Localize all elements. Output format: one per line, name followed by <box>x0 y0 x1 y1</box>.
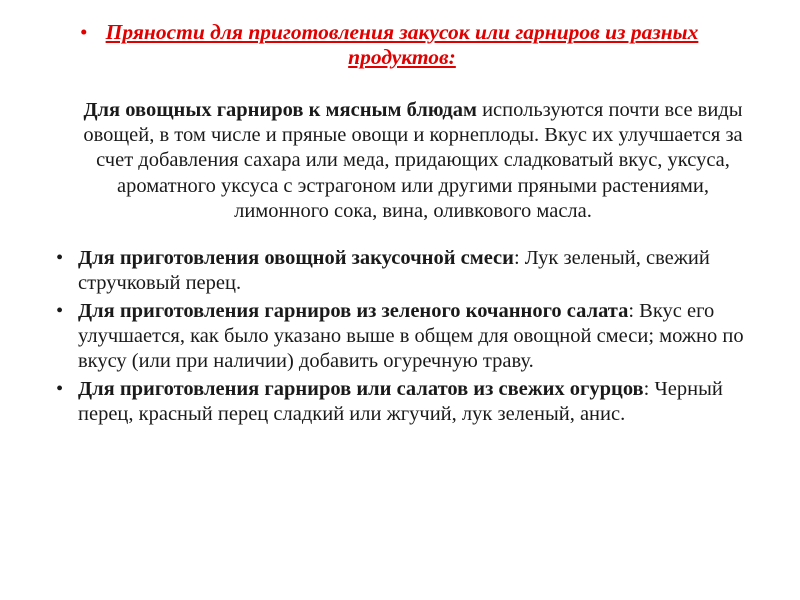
list-item-text: : Лук зеленый, свежий стручковый перец. <box>78 247 710 295</box>
intro-text: используются почти все виды овощей, в том числе и пряные овощи и корнеплоды. Вкус их улучшается за счет добавления сахара или меда, придающих сладковатый вкус, уксуса, ароматного уксуса с эстрагоном или другими пряными растениями, лимонного сока, вина, оливкового масла. <box>83 99 743 222</box>
bullet-list <box>0 246 800 429</box>
slide-heading <box>82 20 722 70</box>
list-item-bold-lead: Для приготовления гарниров или салатов из свежих огурцов <box>78 377 644 400</box>
heading-bullet: • <box>80 20 88 44</box>
list-item-bold-lead: Для приготовления овощной закусочной смеси <box>78 247 514 269</box>
intro-paragraph <box>80 98 746 224</box>
list-bullet: • <box>56 247 64 269</box>
list-bullet: • <box>56 299 64 322</box>
list-item-vegetable-mix <box>0 246 800 296</box>
list-item-text: : Вкус его улучшается, как было указано выше в общем для овощной смеси; можно по вкусу (или при наличии) добавить огуречную траву. <box>78 299 744 373</box>
list-item-bold-lead: Для приготовления гарниров из зеленого кочанного салата <box>78 299 629 322</box>
list-item-lettuce <box>0 299 800 375</box>
list-bullet: • <box>56 377 64 400</box>
list-item-text: : Черный перец, красный перец сладкий или жгучий, лук зеленый, анис. <box>78 377 723 425</box>
intro-bold-lead: Для овощных гарниров к мясным блюдам <box>83 99 477 121</box>
list-item-cucumbers <box>0 377 800 427</box>
heading-text: Пряности для приготовления закусок или гарниров из разных продуктов: <box>105 20 699 69</box>
